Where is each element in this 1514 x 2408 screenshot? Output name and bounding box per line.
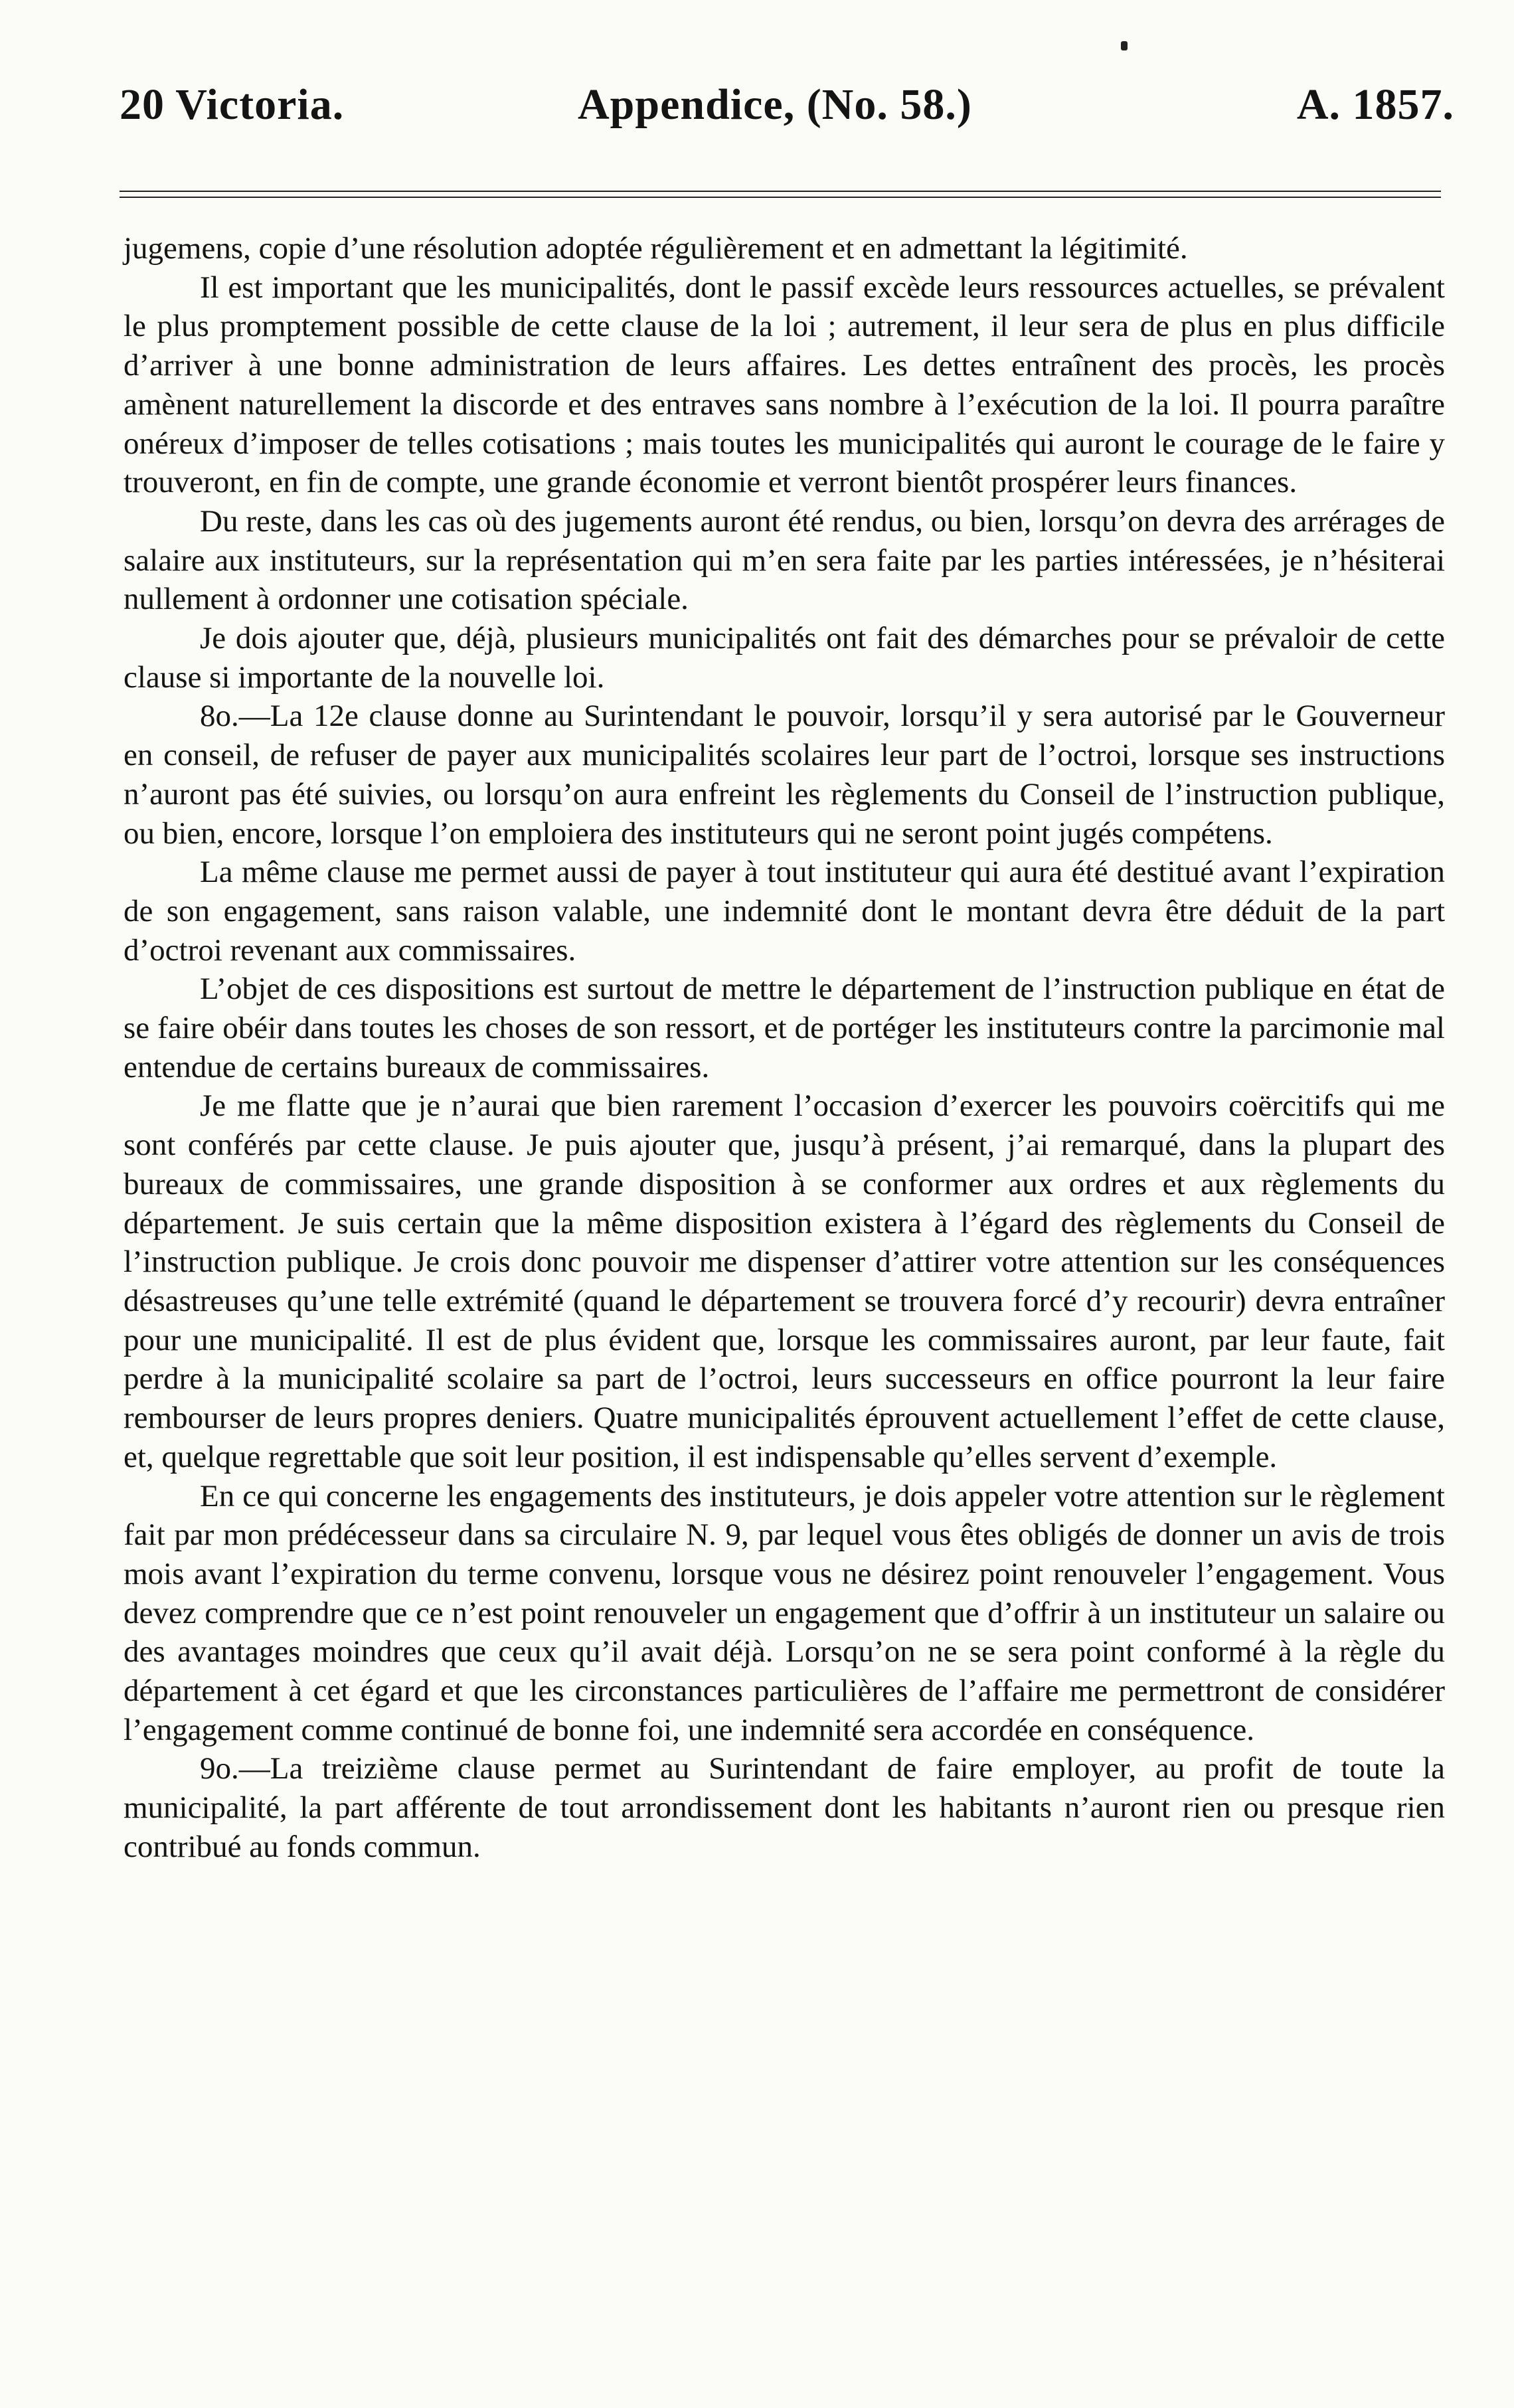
paragraph: Il est important que les municipalités, dont le passif excède leurs ressources actuelles, se prévalent le plus promptement possible de cette clause de la loi ; autrement, il leur sera de plus en plus difficile d’arriver à une bonne administration de leurs affaires. Les dettes entraînent des procès, les procès amènent naturellement la discorde et des entraves sans nombre à l’exécution de la loi. Il pourra paraître onéreux d’imposer de telles cotisations ; mais toutes les municipalités qui auront le courage de le faire y trouveront, en fin de compte, une grande économie et verront bientôt prospérer leurs finances.	[124, 270, 1445, 500]
paragraph: Je me flatte que je n’aurai que bien rarement l’occasion d’exercer les pouvoirs coërcitifs qui me sont conférés par cette clause. Je puis ajouter que, jusqu’à présent, j’ai remarqué, dans la plupart des bureaux de commissaires, une grande disposition à se conformer aux ordres et aux règlements du département. Je suis certain que la même disposition existera à l’égard des règlements du Conseil de l’instruction publique. Je crois donc pouvoir me dispenser d’attirer votre attention sur les conséquences désastreuses qu’une telle extrémité (quand le département se trouvera forcé d’y recourir) devra entraîner pour une municipalité. Il est de plus évident que, lorsque les commissaires auront, par leur faute, fait perdre à la municipalité scolaire sa part de l’octroi, leurs successeurs en office pourront la leur faire rembourser de leurs propres deniers. Quatre municipalités éprouvent actuellement l’effet de cette clause, et, quelque regrettable que soit leur position, il est indispensable qu’elles servent d’exemple.	[124, 1088, 1445, 1474]
paragraph: L’objet de ces dispositions est surtout de mettre le département de l’instruction publique en état de se faire obéir dans toutes les choses de son ressort, et de portéger les instituteurs contre la parcimonie mal entendue de certains bureaux de commissaires.	[124, 972, 1445, 1084]
paragraph: Du reste, dans les cas où des jugements auront été rendus, ou bien, lorsqu’on devra des arrérages de salaire aux instituteurs, sur la représentation qui m’en sera faite par les parties intéressées, je n’hésiterai nullement à ordonner une cotisation spéciale.	[124, 503, 1445, 617]
header-year: A. 1857.	[1296, 80, 1454, 129]
header-appendix: Appendice, (No. 58.)	[578, 80, 972, 129]
page-header	[120, 80, 1454, 153]
header-session: 20 Victoria.	[120, 80, 345, 129]
paragraph: jugemens, copie d’une résolution adoptée régulièrement et en admettant la légitimité.	[124, 231, 1188, 266]
paragraph: La même clause me permet aussi de payer à tout instituteur qui aura été destitué avant l’expiration de son engagement, sans raison valable, une indemnité dont le montant devra être déduit de la part d’octroi revenant aux commissaires.	[124, 855, 1445, 968]
paragraph: Je dois ajouter que, déjà, plusieurs municipalités ont fait des démarches pour se prévaloir de cette clause si importante de la nouvelle loi.	[124, 621, 1445, 695]
paragraph: 9o.—La treizième clause permet au Surintendant de faire employer, au profit de toute la municipalité, la part afférente de tout arrondissement dont les habitants n’auront rien ou presque rien contribué au fonds commun.	[124, 1751, 1445, 1864]
body-text	[124, 229, 1445, 1867]
paragraph: 8o.—La 12e clause donne au Surintendant le pouvoir, lorsqu’il y sera autorisé par le Gouverneur en conseil, de refuser de payer aux municipalités scolaires leur part de l’octroi, lorsque ses instructions n’auront pas été suivies, ou lorsqu’on aura enfreint les règlements du Conseil de l’instruction publique, ou bien, encore, lorsque l’on emploiera des instituteurs qui ne seront point jugés compétens.	[124, 699, 1445, 851]
ink-speck	[1121, 41, 1128, 50]
paragraph: En ce qui concerne les engagements des instituteurs, je dois appeler votre attention sur le règlement fait par mon prédécesseur dans sa circulaire N. 9, par lequel vous êtes obligés de donner un avis de trois mois avant l’expiration du terme convenu, lorsque vous ne désirez point renouveler l’engagement. Vous devez comprendre que ce n’est point renouveler un engagement que d’offrir à un instituteur un salaire ou des avantages moindres que ceux qu’il avait déjà. Lorsqu’on ne se sera point conformé à la règle du département à cet égard et que les circonstances particulières de l’affaire me permettront de considérer l’engagement comme continué de bonne foi, une indemnité sera accordée en conséquence.	[124, 1478, 1445, 1747]
header-rule	[120, 191, 1441, 198]
